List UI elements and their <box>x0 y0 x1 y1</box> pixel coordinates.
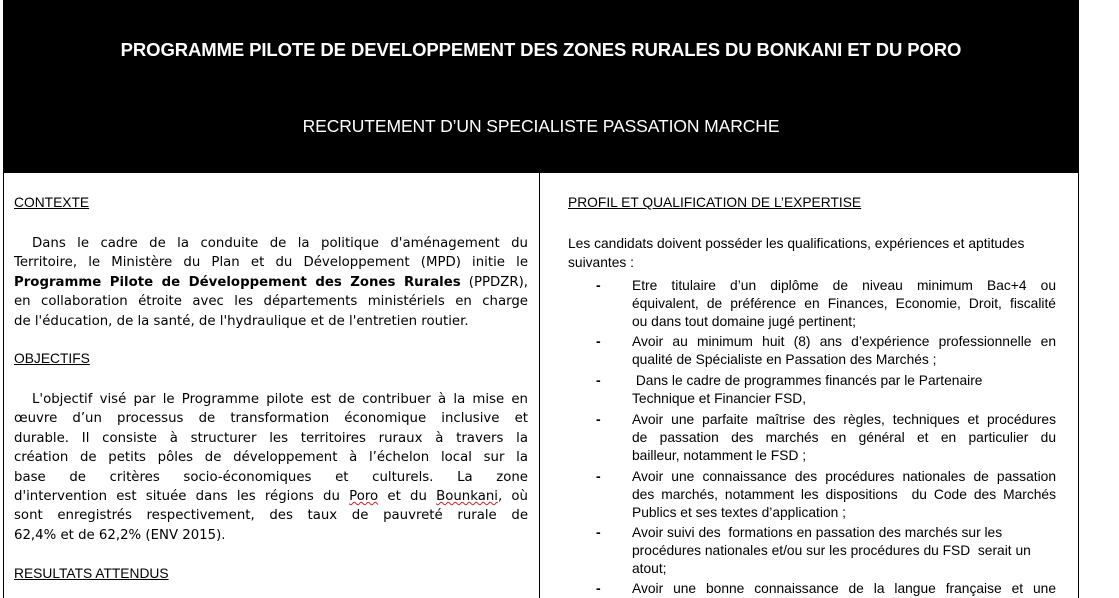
text-line: L'objectif visé par le Programme pilote est de contribuer à la mise en <box>32 392 528 407</box>
program-acronym: (PPDZR), <box>460 274 529 290</box>
contexte-paragraph <box>14 234 529 331</box>
text-line: Territoire, le Ministère du Plan et du Développement (MPD) initie le <box>14 255 528 271</box>
text-line: Avoir au minimum huit (8) ans d’expérience professionnelle en <box>632 334 1056 349</box>
text-line: Avoir une parfaite maîtrise des règles, techniques et procédures <box>632 412 1056 427</box>
text-line: Etre titulaire d’un diplôme de niveau minimum Bac+4 ou <box>632 278 1056 293</box>
requirement-text <box>632 411 1056 465</box>
requirement-text <box>632 468 1056 522</box>
text-line: Avoir suivi des formations en passation des marchés sur les <box>632 525 1003 540</box>
text-line: Avoir une connaissance des procédures nationales de passation <box>632 469 1056 484</box>
text-line: durable. Il consiste à structurer les territoires ruraux à travers la <box>14 430 528 446</box>
text-line: 62,4% et de 62,2% (ENV 2015). <box>14 527 226 543</box>
profil-heading: PROFIL ET QUALIFICATION DE L’EXPERTISE <box>568 195 862 210</box>
bullet-dash: - <box>596 468 601 484</box>
bullet-dash: - <box>596 524 601 540</box>
document-title: PROGRAMME PILOTE DE DEVELOPPEMENT DES ZONES RURALES DU BONKANI ET DU PORO <box>120 39 962 60</box>
text-line-with-bold <box>14 273 528 292</box>
text-line: Dans le cadre de la conduite de la politique d'aménagement du <box>32 236 528 251</box>
requirement-text <box>632 524 1056 578</box>
text-line: Les candidats doivent posséder les qualifications, expériences et aptitudes <box>568 236 1025 251</box>
text-line: de passation des marchés en général et en particulier du <box>632 430 1056 445</box>
document-subtitle: RECRUTEMENT D’UN SPECIALISTE PASSATION MARCHE <box>302 116 780 136</box>
objectifs-heading: OBJECTIFS <box>14 351 90 366</box>
requirement-text <box>632 372 1056 408</box>
text-line: qualité de Spécialiste en Passation des Marchés ; <box>632 352 937 367</box>
regions-suffix: , où <box>497 489 528 505</box>
text-line: Avoir une bonne connaissance de la langue française et une <box>632 581 1056 596</box>
requirement-text <box>632 580 1056 598</box>
objectifs-paragraph <box>14 390 528 545</box>
region-poro: Poro <box>349 489 379 505</box>
text-line-regions <box>14 487 528 506</box>
text-line: équivalent, de préférence en Finances, Economie, Droit, fiscalité <box>632 296 1056 311</box>
text-line: procédures nationales et/ou sur les procédures du FSD serait un <box>632 543 1031 558</box>
text-line: suivantes : <box>568 255 634 270</box>
left-column <box>4 173 538 598</box>
bullet-dash: - <box>596 277 601 293</box>
bullet-dash: - <box>596 580 601 596</box>
text-line: bailleur, notamment le FSD ; <box>632 448 807 463</box>
text-line: de l'éducation, de la santé, de l'hydraulique et de l'entretien routier. <box>14 313 469 329</box>
regions-lead: d'intervention est située dans les régions du <box>14 489 350 505</box>
text-line: en collaboration étroite avec les départements ministériels en charge <box>14 294 528 310</box>
text-line: Publics et ses textes d’application ; <box>632 505 846 520</box>
text-line: Dans le cadre de programmes financés par le Partenaire <box>632 373 983 388</box>
text-line: œuvre d’un processus de transformation économique inclusive et <box>14 411 528 427</box>
contexte-heading: CONTEXTE <box>14 195 90 210</box>
bullet-dash: - <box>596 411 601 427</box>
bullet-dash: - <box>596 333 601 349</box>
table-border-right <box>1078 0 1079 598</box>
requirement-text <box>632 277 1056 331</box>
regions-and: et du <box>378 489 437 505</box>
right-column <box>540 173 1078 598</box>
text-line: des marchés, notamment les dispositions du Code des Marchés <box>632 487 1056 502</box>
text-line: Technique et Financier FSD, <box>632 391 807 406</box>
text-line: sont enregistrés respectivement, des taux de pauvreté rurale de <box>14 508 528 524</box>
requirement-text <box>632 333 1056 369</box>
header-banner <box>3 0 1079 173</box>
text-line: base de critères socio-économiques et culturels. La zone <box>14 469 528 485</box>
region-bounkani: Bounkani <box>436 489 498 505</box>
bullet-dash: - <box>596 372 601 388</box>
text-line: création de petits pôles de développement à l’échelon local sur la <box>14 450 528 466</box>
text-line: ou dans tout domaine jugé pertinent; <box>632 314 856 329</box>
resultats-heading: RESULTATS ATTENDUS <box>14 566 169 581</box>
text-line: atout; <box>632 561 667 576</box>
profil-intro <box>568 234 1073 272</box>
program-name: Programme Pilote de Développement des Zones Rurales <box>14 274 461 290</box>
